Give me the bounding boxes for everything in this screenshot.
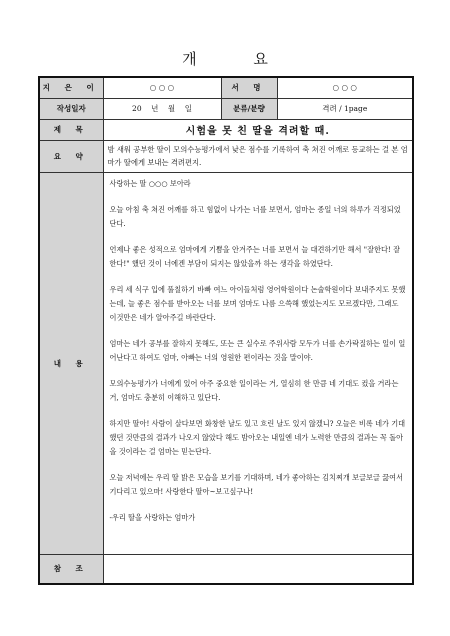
content-paragraph: 언제나 좋은 성적으로 엄마에게 기쁨을 안겨주는 너를 보면서 늘 대견하기만 해서 "잘한다! 잘한다!" 했던 것이 너에겐 부담이 되지는 않았을까 하는 생각을 하였단다.: [109, 244, 401, 268]
content-row: [39, 172, 413, 554]
author-label: 지 은 이: [39, 77, 103, 98]
date-row: [39, 98, 413, 119]
summary-table: [38, 76, 414, 585]
subject-label: 제 목: [39, 119, 103, 140]
summary-label: 요 약: [39, 140, 103, 172]
content-signature: -우리 딸을 사랑하는 엄마가: [109, 512, 196, 522]
book-title-label: 서 명: [221, 77, 277, 98]
document-title: 개 요: [182, 50, 294, 68]
summary-value: 밤 새워 공부한 딸이 모의수능평가에서 낮은 점수를 기록하여 축 쳐진 어깨로 등교하는 걸 본 엄마가 딸에게 보내는 격려편지.: [103, 140, 413, 172]
category-value: 격려 / 1page: [277, 98, 413, 119]
author-value: ○ ○ ○: [103, 77, 221, 98]
content-paragraph: 엄마는 네가 공부를 잘하지 못해도, 또는 큰 실수로 주위사람 모두가 너를 손가락질하는 일이 일어난다고 하여도 엄마, 아빠는 너의 영원한 편이라는 것을 말이야.: [109, 338, 406, 362]
author-row: [39, 77, 413, 98]
content-paragraph: 하지만 딸아! 사람이 살다보면 화창한 날도 있고 흐린 날도 있지 않겠니? 오늘은 비록 네가 기대했던 것만큼의 결과가 나오지 않았다 해도 밤아오는 내일엔 네가 노력한 만큼의 결과는 꼭 돌아올 것이라는 걸 엄마는 믿는단다.: [109, 418, 406, 456]
content-paragraph: 모의수능평가가 너에게 있어 아주 중요한 일이라는 거, 열심히 한 만큼 네 기대도 컸을 거라는 거, 엄마도 충분히 이해하고 있단다.: [109, 378, 399, 402]
content-label: 내 용: [39, 172, 103, 554]
content-paragraph: 우리 세 식구 입에 풀칠하기 바빠 여느 아이들처럼 영어학원이다 논술학원이다 보내주지도 못했는데, 늘 좋은 점수를 받아오는 너를 보며 엄마도 나름 으쓱해 했었는지도 모르겠다만, 그래도 이것만은 네가 알아주길 바란단다.: [109, 284, 406, 322]
content-paragraph: 오늘 아침 축 쳐진 어깨를 하고 힘없이 나가는 너를 보면서, 엄마는 종일 너의 하루가 걱정되었단다.: [109, 204, 401, 228]
subject-row: [39, 119, 413, 140]
content-paragraph: 오늘 저녁에는 우리 딸 밝은 모습을 보기를 기대하며, 네가 좋아하는 김치찌개 보글보글 끓여서 기다리고 있으마! 사랑한다 딸아~보고싶구나!: [109, 472, 404, 496]
reference-value: [103, 554, 413, 584]
reference-row: [39, 554, 413, 584]
book-title-value: ○ ○ ○: [277, 77, 413, 98]
content-paragraph: 사랑하는 딸 ○○○ 보아라: [109, 178, 191, 188]
category-label: 분류/분량: [221, 98, 277, 119]
content-body: [103, 172, 413, 554]
subject-value: 시험을 못 친 딸을 격려할 때.: [103, 119, 413, 140]
reference-label: 참 조: [39, 554, 103, 584]
date-value: 20 년 월 일: [103, 98, 221, 119]
date-label: 작성일자: [39, 98, 103, 119]
summary-row: [39, 140, 413, 172]
